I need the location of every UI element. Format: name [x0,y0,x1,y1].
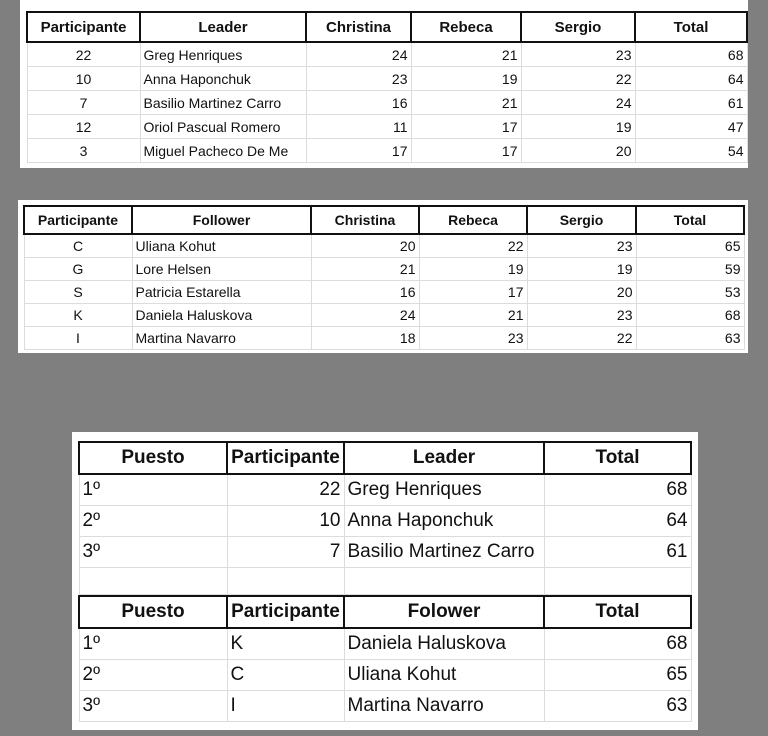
cell-participante[interactable]: S [24,281,132,304]
cell-puesto[interactable]: 3º [79,691,227,722]
cell-participante[interactable]: K [227,628,344,660]
cell-leader[interactable]: Greg Henriques [344,474,544,506]
cell-christina[interactable]: 24 [306,42,411,67]
cell-rebeca[interactable]: 17 [411,139,521,163]
cell-leader[interactable]: Basilio Martinez Carro [140,91,306,115]
table-row [24,281,744,304]
cell-participante[interactable]: G [24,258,132,281]
cell-participante[interactable]: K [24,304,132,327]
cell-total[interactable]: 54 [635,139,747,163]
cell-sergio[interactable]: 23 [527,304,636,327]
cell-total[interactable]: 68 [635,42,747,67]
empty-cell[interactable] [79,568,227,595]
cell-rebeca[interactable]: 21 [419,304,527,327]
cell-christina[interactable]: 18 [311,327,419,350]
cell-total[interactable]: 68 [636,304,744,327]
table-row [24,304,744,327]
cell-participante[interactable]: 3 [27,139,140,163]
cell-total[interactable]: 68 [544,474,691,506]
cell-participante[interactable]: 10 [27,67,140,91]
cell-follower[interactable]: Daniela Haluskova [132,304,311,327]
cell-participante[interactable]: C [227,660,344,691]
header-total: Total [636,206,744,234]
cell-puesto[interactable]: 1º [79,628,227,660]
cell-total[interactable]: 65 [544,660,691,691]
header-row [79,596,691,628]
empty-cell[interactable] [344,568,544,595]
cell-total[interactable]: 63 [636,327,744,350]
cell-total[interactable]: 64 [544,506,691,537]
cell-total[interactable]: 64 [635,67,747,91]
cell-christina[interactable]: 21 [311,258,419,281]
cell-total[interactable]: 63 [544,691,691,722]
header-leader: Leader [140,12,306,42]
table-row [24,258,744,281]
cell-leader[interactable]: Miguel Pacheco De Me [140,139,306,163]
cell-christina[interactable]: 20 [311,234,419,258]
cell-sergio[interactable]: 24 [521,91,635,115]
empty-cell[interactable] [227,568,344,595]
follower-ranking-table [78,595,692,722]
table-row [79,660,691,691]
table-row [27,67,747,91]
table-row [79,537,691,568]
header-sergio: Sergio [527,206,636,234]
table-row [24,327,744,350]
header-sergio: Sergio [521,12,635,42]
cell-participante[interactable]: 12 [27,115,140,139]
cell-rebeca[interactable]: 19 [411,67,521,91]
table-row [79,506,691,537]
cell-follower[interactable]: Patricia Estarella [132,281,311,304]
cell-follower[interactable]: Martina Navarro [132,327,311,350]
header-row [27,12,747,42]
table-row [27,91,747,115]
cell-leader[interactable]: Oriol Pascual Romero [140,115,306,139]
table-row [79,691,691,722]
table-row [27,139,747,163]
cell-total[interactable]: 65 [636,234,744,258]
header-folower: Folower [344,596,544,628]
cell-total[interactable]: 68 [544,628,691,660]
table-row [79,628,691,660]
cell-total[interactable]: 59 [636,258,744,281]
cell-sergio[interactable]: 20 [521,139,635,163]
cell-leader[interactable]: Basilio Martinez Carro [344,537,544,568]
cell-participante[interactable]: I [24,327,132,350]
cell-christina[interactable]: 24 [311,304,419,327]
cell-puesto[interactable]: 2º [79,506,227,537]
cell-participante[interactable]: 10 [227,506,344,537]
header-total: Total [635,12,747,42]
cell-sergio[interactable]: 23 [521,42,635,67]
cell-follower[interactable]: Martina Navarro [344,691,544,722]
cell-total[interactable]: 61 [635,91,747,115]
header-participante: Participante [27,12,140,42]
cell-follower[interactable]: Uliana Kohut [344,660,544,691]
cell-puesto[interactable]: 2º [79,660,227,691]
followers-scores-sheet [18,200,748,353]
leader-ranking-table [78,441,692,595]
cell-participante[interactable]: I [227,691,344,722]
cell-rebeca[interactable]: 17 [411,115,521,139]
table-row [27,42,747,67]
header-participante: Participante [227,596,344,628]
cell-leader[interactable]: Anna Haponchuk [344,506,544,537]
table-row [24,234,744,258]
cell-participante[interactable]: C [24,234,132,258]
cell-sergio[interactable]: 19 [521,115,635,139]
header-total: Total [544,596,691,628]
cell-christina[interactable]: 16 [311,281,419,304]
cell-rebeca[interactable]: 17 [419,281,527,304]
cell-puesto[interactable]: 3º [79,537,227,568]
rankings-sheet [72,432,698,730]
cell-rebeca[interactable]: 21 [411,91,521,115]
header-christina: Christina [311,206,419,234]
header-leader: Leader [344,442,544,474]
header-christina: Christina [306,12,411,42]
leaders-scores-sheet [20,0,748,168]
cell-christina[interactable]: 17 [306,139,411,163]
header-puesto: Puesto [79,596,227,628]
header-participante: Participante [227,442,344,474]
cell-rebeca[interactable]: 23 [419,327,527,350]
header-row [24,206,744,234]
cell-puesto[interactable]: 1º [79,474,227,506]
cell-participante[interactable]: 22 [27,42,140,67]
cell-participante[interactable]: 7 [27,91,140,115]
empty-row [79,568,691,595]
cell-sergio[interactable]: 19 [527,258,636,281]
header-rebeca: Rebeca [419,206,527,234]
cell-leader[interactable]: Greg Henriques [140,42,306,67]
cell-total[interactable]: 61 [544,537,691,568]
header-participante: Participante [24,206,132,234]
cell-sergio[interactable]: 22 [521,67,635,91]
header-rebeca: Rebeca [411,12,521,42]
cell-christina[interactable]: 16 [306,91,411,115]
cell-leader[interactable]: Anna Haponchuk [140,67,306,91]
cell-christina[interactable]: 23 [306,67,411,91]
cell-total[interactable]: 47 [635,115,747,139]
header-follower: Follower [132,206,311,234]
cell-follower[interactable]: Uliana Kohut [132,234,311,258]
header-puesto: Puesto [79,442,227,474]
cell-rebeca[interactable]: 21 [411,42,521,67]
followers-scores-table [23,205,745,350]
cell-rebeca[interactable]: 19 [419,258,527,281]
header-total: Total [544,442,691,474]
header-row [79,442,691,474]
cell-follower[interactable]: Lore Helsen [132,258,311,281]
empty-cell[interactable] [544,568,691,595]
cell-sergio[interactable]: 22 [527,327,636,350]
cell-sergio[interactable]: 23 [527,234,636,258]
cell-participante[interactable]: 22 [227,474,344,506]
cell-total[interactable]: 53 [636,281,744,304]
cell-follower[interactable]: Daniela Haluskova [344,628,544,660]
table-row [79,474,691,506]
cell-rebeca[interactable]: 22 [419,234,527,258]
cell-christina[interactable]: 11 [306,115,411,139]
table-row [27,115,747,139]
cell-sergio[interactable]: 20 [527,281,636,304]
cell-participante[interactable]: 7 [227,537,344,568]
leaders-scores-table [26,11,748,163]
